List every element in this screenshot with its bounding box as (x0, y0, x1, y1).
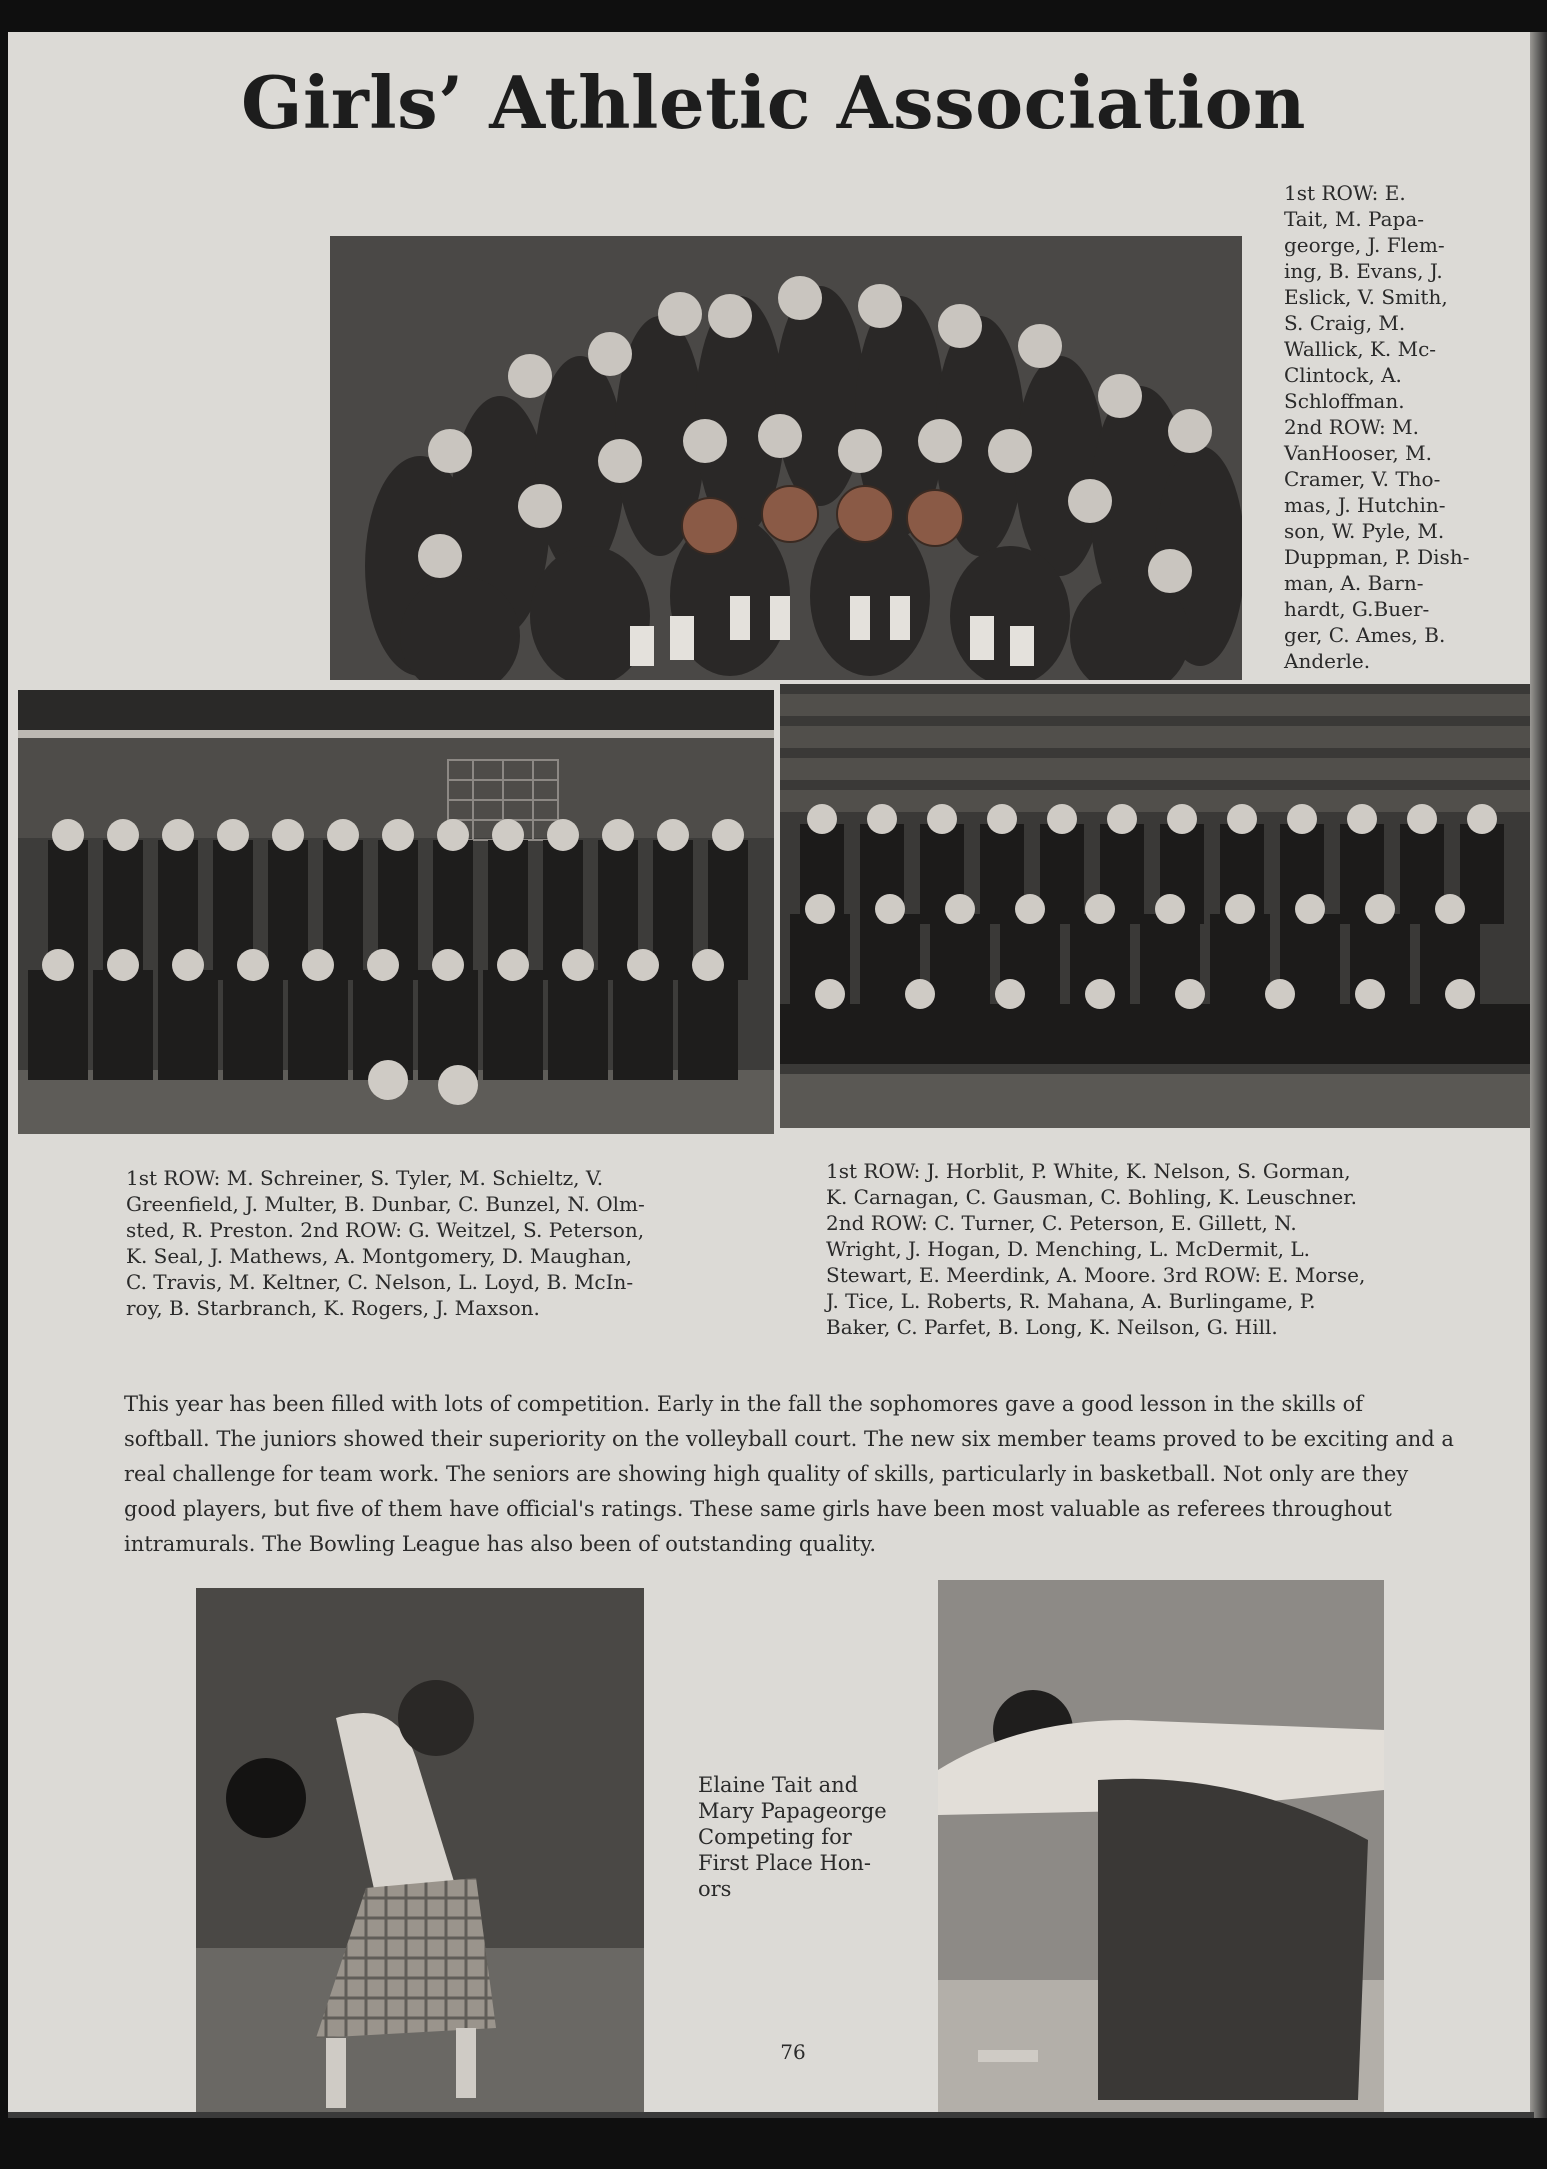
body-paragraph: This year has been filled with lots of competition. Early in the fall the sophomores gave a good lesson in the skills of softball. The juniors showed their superiority on the volleyball court. The new six member teams proved to be exciting and a real challenge for team work. The seniors are showing high quality of skills, particularly in basketball. Not only are they good players, but five of them have official's ratings. These same girls have been most valuable as referees throughout intramurals. The Bowling League has also been of outstanding quality. (124, 1392, 1454, 1556)
scan-border (8, 2112, 1534, 2118)
bowling-photo-left (196, 1588, 644, 2118)
group-photo-left (18, 690, 774, 1134)
page-number: 76 (780, 2040, 806, 2064)
group-photo-right (780, 684, 1530, 1128)
caption-bowling: Elaine Tait and Mary Papageorge Competing for First Place Hon- ors (698, 1773, 887, 1901)
page-title: Girls’ Athletic Association (241, 60, 1306, 145)
caption-left-photo: 1st ROW: M. Schreiner, S. Tyler, M. Schieltz, V. Greenfield, J. Multer, B. Dunbar, C. Bunzel, N. Olm- sted, R. Preston. 2nd ROW: G. Weitzel, S. Peterson, K. Seal, J. Mathews, A. Montgomery, D. Maughan, C. Travis, M. Keltner, C. Nelson, L. Loyd, B. McIn- roy, B. Starbranch, K. Rogers, J. Maxson. (126, 1166, 645, 1320)
bowling-photo-right (938, 1580, 1384, 2112)
group-photo-top (330, 236, 1242, 680)
caption-right-photo: 1st ROW: J. Horblit, P. White, K. Nelson, S. Gorman, K. Carnagan, C. Gausman, C. Bohling, K. Leuschner. 2nd ROW: C. Turner, C. Peterson, E. Gillett, N. Wright, J. Hogan, D. Menching, L. McDermit, L. Stewart, E. Meerdink, A. Moore. 3rd ROW: E. Morse, J. Tice, L. Roberts, R. Mahana, A. Burlingame, P. Baker, C. Parfet, B. Long, K. Neilson, G. Hill. (826, 1159, 1366, 1339)
page-edge-shadow (1530, 32, 1547, 2118)
caption-top-photo: 1st ROW: E. Tait, M. Papa- george, J. Flem- ing, B. Evans, J. Eslick, V. Smith, S. Craig, M. Wallick, K. Mc- Clintock, A. Schloffman. 2nd ROW: M. VanHooser, M. Cramer, V. Tho- mas, J. Hutchin- son, W. Pyle, M. Duppman, P. Dish- man, A. Barn- hardt, G.Buer- ger, C. Ames, B. Anderle. (1284, 181, 1470, 673)
